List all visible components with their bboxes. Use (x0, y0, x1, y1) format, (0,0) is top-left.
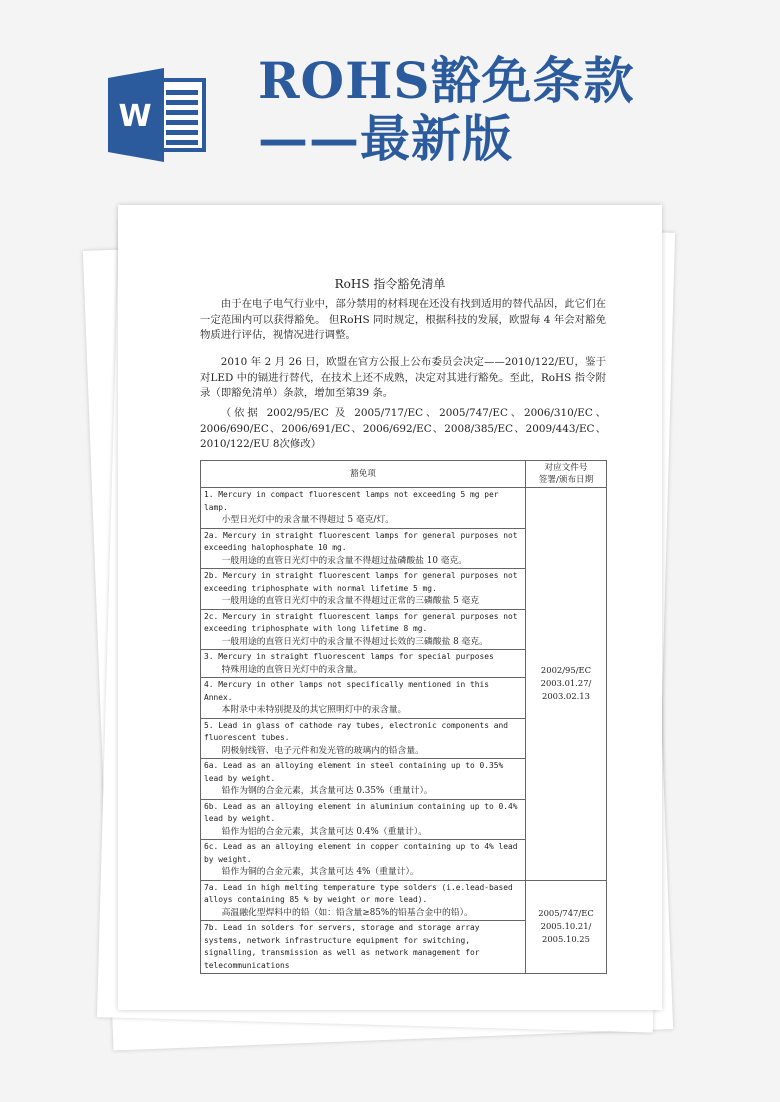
svg-text:W: W (118, 99, 152, 134)
exemption-cell (201, 678, 526, 719)
exemption-cn: 小型日光灯中的汞含量不得超过 5 毫克/灯。 (221, 515, 395, 525)
header-reference: 对应文件号 签署/颁布日期 (526, 461, 607, 488)
exemption-cn: 铅作为铝的合金元素，其含量可达 0.4%（重量计）。 (221, 826, 428, 837)
exemption-cell (201, 718, 526, 759)
exemption-cn: 一般用途的直管日光灯中的汞含量不得超过盐磷酸盐 10 毫克。 (221, 555, 468, 566)
exemption-en: 2c. Mercury in straight fluorescent lamps for general purposes not exceeding triphosphate with long lifetime 8 mg. (204, 611, 518, 633)
exemption-en: 1. Mercury in compact fluorescent lamps not exceeding 5 mg per lamp. (204, 490, 499, 512)
reference-date1: 2005.10.21/ (540, 921, 592, 932)
intro-paragraph: 由于在电子电气行业中，部分禁用的材料现在还没有找到适用的替代品因，此它们在一定范围内可以获得豁免。 但RoHS 同时规定，根据科技的发展，欧盟每 4 年会对豁免物质进行评估，视情况进行调整。 (200, 298, 606, 341)
exemption-cell (201, 840, 526, 881)
exemption-cell (201, 650, 526, 678)
reference-cell (526, 488, 607, 881)
exemption-en: 6c. Lead as an alloying element in copper containing up to 4% lead by weight. (204, 842, 518, 864)
exemption-en: 6b. Lead as an alloying element in aluminium containing up to 0.4% lead by weight. (204, 801, 518, 823)
exemption-cell (201, 880, 526, 921)
exemption-table (200, 460, 607, 974)
exemption-cell (201, 921, 526, 974)
exemption-cn: 铅作为铜的合金元素，其含量可达 4%（重量计）。 (221, 867, 419, 877)
reference-date1: 2003.01.27/ (540, 678, 592, 689)
reference-cell (526, 880, 607, 974)
exemption-cn: 一般用途的直管日光灯中的汞含量不得超过长效的三磷酸盐 8 毫克。 (221, 636, 488, 647)
banner-title (258, 52, 634, 168)
document-title: RoHS 指令豁免清单 (334, 277, 446, 291)
document-page (118, 205, 662, 1010)
exemption-cell (201, 569, 526, 610)
exemption-cn: 本附录中未特别提及的其它照明灯中的汞含量。 (221, 705, 407, 715)
exemption-en: 6a. Lead as an alloying element in steel containing up to 0.35% lead by weight. (204, 761, 504, 783)
exemption-cn: 铅作为钢的合金元素，其含量可达 0.35%（重量计）。 (221, 786, 433, 796)
basis-paragraph: （依据 2002/95/EC 及 2005/717/EC、2005/747/EC、2006/310/EC、2006/690/EC、2006/691/EC、2006/692/EC、2008/385/EC、2009/443/EC、2010/122/EU 8次修改） (200, 407, 606, 450)
decision-paragraph: 2010 年 2 月 26 日，欧盟在官方公报上公布委员会决定——2010/122/EU，鉴于对LED 中的镉进行替代，在技术上还不成熟，决定对其进行豁免。至此，RoHS 指令附录（即豁免清单）条款，增加至第39 条。 (200, 356, 606, 399)
table-row (201, 880, 607, 921)
header-exemption: 豁免项 (201, 461, 526, 488)
exemption-cn: 一般用途的直管日光灯中的汞含量不得超过正常的三磷酸盐 5 毫克 (221, 596, 480, 606)
exemption-en: 2a. Mercury in straight fluorescent lamps for general purposes not exceeding halophosphate 10 mg. (204, 530, 518, 552)
reference-date2: 2003.02.13 (542, 691, 590, 702)
reference-doc: 2002/95/EC (540, 665, 592, 676)
reference-date2: 2005.10.25 (542, 934, 590, 945)
exemption-en: 7a. Lead in high melting temperature type solders (i.e.lead-based alloys containing 85 % by weight or more lead). (204, 882, 513, 904)
table-row (201, 488, 607, 529)
exemption-cn: 高温融化型焊料中的铅（如：铅含量≥85%的铅基合金中的铅）。 (221, 907, 473, 918)
exemption-en: 7b. Lead in solders for servers, storage and storage array systems, network infrastructure equipment for switching, signalling, transmission as well as network management for telecommunications (204, 923, 480, 970)
exemption-en: 5. Lead in glass of cathode ray tubes, electronic components and fluorescent tubes. (204, 720, 509, 742)
reference-doc: 2005/747/EC (538, 908, 594, 919)
exemption-en: 4. Mercury in other lamps not specifically mentioned in this Annex. (204, 680, 490, 702)
exemption-en: 2b. Mercury in straight fluorescent lamps for general purposes not exceeding triphosphate with normal lifetime 5 mg. (204, 571, 518, 593)
header-banner (0, 0, 780, 190)
exemption-cell (201, 609, 526, 650)
word-logo-icon (108, 68, 208, 162)
exemption-cn: 阴极射线管、电子元件和发光管的玻璃内的铅含量。 (221, 745, 424, 756)
exemption-cell (201, 799, 526, 840)
banner-title-line1: ROHS豁免条款 (258, 51, 635, 110)
exemption-cell (201, 488, 526, 529)
exemption-cell (201, 528, 526, 569)
exemption-cn: 特殊用途的直管日光灯中的汞含量。 (221, 664, 363, 675)
banner-title-line2: ——最新版 (258, 109, 513, 168)
exemption-en: 3. Mercury in straight fluorescent lamps for special purposes (204, 652, 494, 661)
exemption-cell (201, 759, 526, 800)
